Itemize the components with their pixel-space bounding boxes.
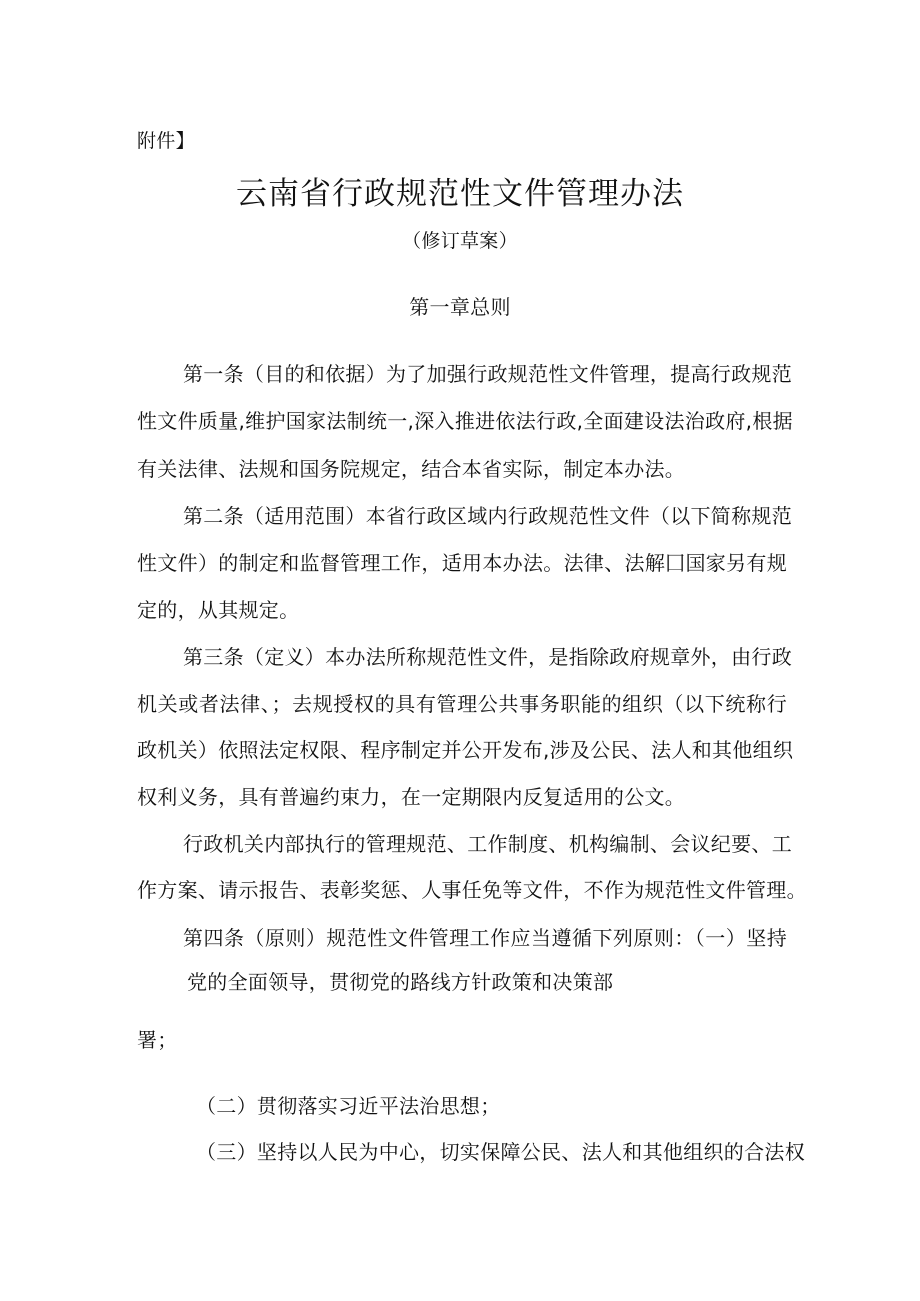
article-1-line-3: 有关法律、法规和国务院规定，结合本省实际，制定本办法。 <box>137 457 686 481</box>
document-title: 云南省行政规范性文件管理办法 <box>236 176 684 212</box>
article-3-line-2: 机关或者法律、；去规授权的具有管理公共事务职能的组织（以下统称行 <box>137 692 787 716</box>
article-2-line-2: 性文件）的制定和监督管理工作，适用本办法。法律、法解囗国家另有规 <box>137 551 787 575</box>
article-2-line-3: 定的，从其规定。 <box>137 598 300 622</box>
document-subtitle: （修订草案） <box>402 230 518 252</box>
internal-rules-line-2: 作方案、请示报告、表彰奖惩、人事任免等文件，不作为规范性文件管理。 <box>137 878 807 902</box>
principle-2-line: （二）贯彻落实习近平法治思想； <box>196 1094 501 1118</box>
article-2-line-1: 第二条（适用范围）本省行政区域内行政规范性文件（以下简称规范 <box>183 504 792 528</box>
article-3-line-1: 第三条（定义）本办法所称规范性文件，是指除政府规章外，由行政 <box>183 645 792 669</box>
principle-3-line: （三）坚持以人民为中心，切实保障公民、法人和其他组织的合法权 <box>196 1140 805 1164</box>
article-4-line-1: 第四条（原则）规范性文件管理工作应当遵循下列原则：（一）坚持 <box>183 926 787 950</box>
attachment-label: 附件】 <box>137 130 195 152</box>
article-4-line-2: 党的全面领导，贯彻党的路线方针政策和决策部 <box>187 970 614 994</box>
internal-rules-line-1: 行政机关内部执行的管理规范、工作制度、机构编制、会议纪要、工 <box>183 832 792 856</box>
article-3-line-4: 权利义务，具有普遍约束力，在一定期限内反复适用的公文。 <box>137 785 686 809</box>
article-4-line-3: 署； <box>137 1028 178 1052</box>
chapter-heading: 第一章总则 <box>409 295 511 319</box>
article-1-line-2: 性文件质量,维护国家法制统一,深入推进依法行政,全面建设法治政府,根据 <box>137 409 793 433</box>
article-3-line-3: 政机关）依照法定权限、程序制定并公开发布,涉及公民、法人和其他组织 <box>137 738 794 762</box>
article-1-line-1: 第一条（目的和依据）为了加强行政规范性文件管理，提高行政规范 <box>183 362 792 386</box>
